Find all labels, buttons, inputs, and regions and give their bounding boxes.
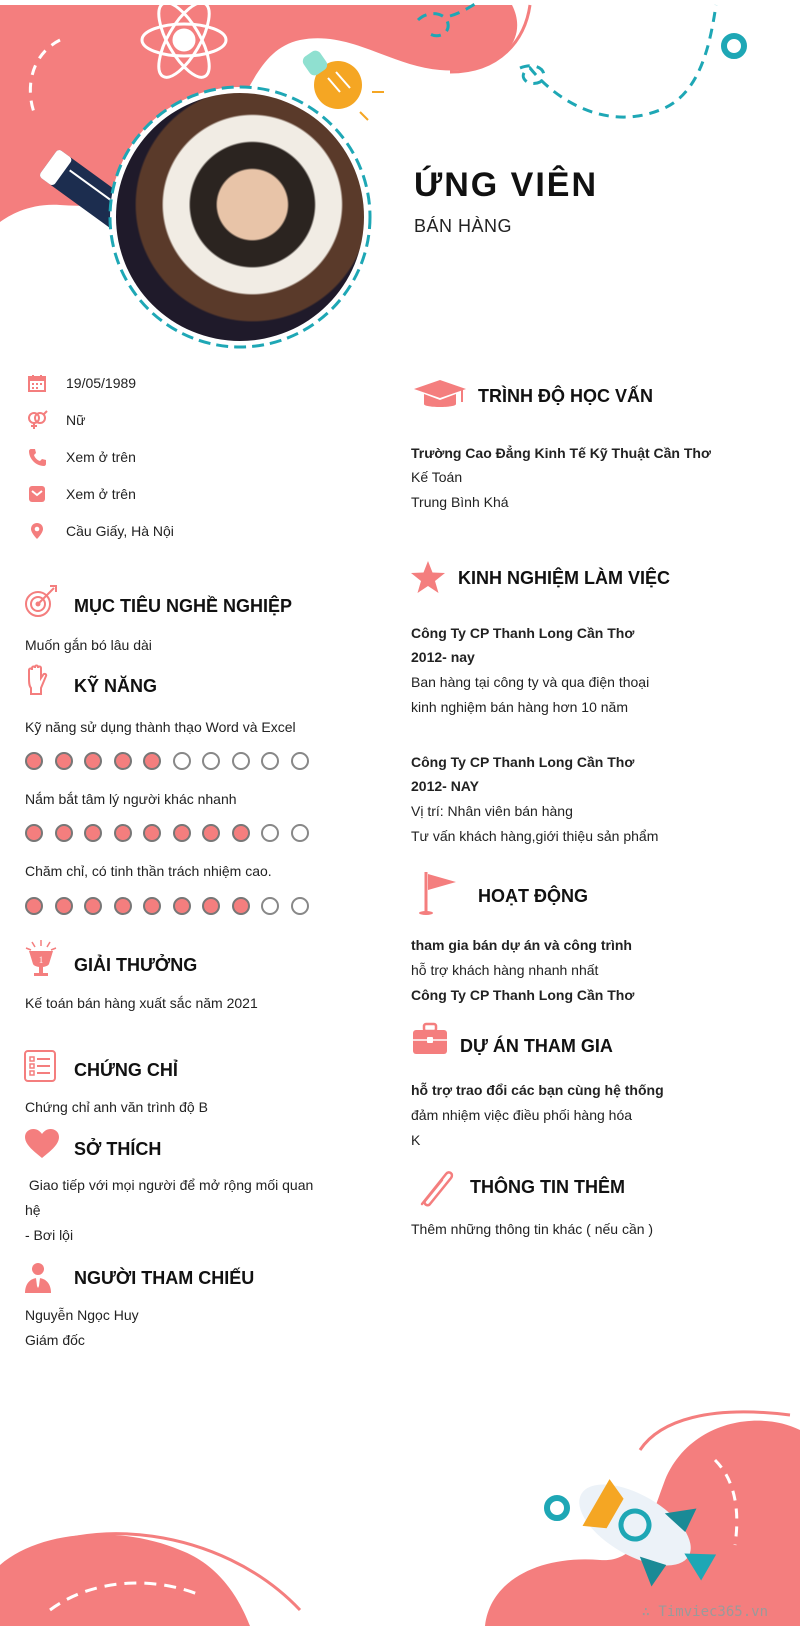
trophy-icon	[24, 938, 58, 983]
rating-dot-empty	[232, 752, 250, 770]
rating-dot-empty	[173, 752, 191, 770]
hand-icon	[24, 664, 50, 701]
contact-birthday	[26, 372, 136, 394]
profile-photo	[116, 93, 364, 341]
rating-dot-filled	[143, 824, 161, 842]
projects-line: hỗ trợ trao đổi các bạn cùng hệ thống	[411, 1082, 664, 1098]
skill-name: Chăm chỉ, có tinh thần trách nhiệm cao.	[25, 863, 272, 879]
hobbies-title: SỞ THÍCH	[74, 1139, 162, 1159]
rating-dot-filled	[84, 824, 102, 842]
education-school: Trường Cao Đẳng Kinh Tế Kỹ Thuật Cần Thơ	[411, 445, 711, 461]
star-icon	[410, 560, 446, 599]
contact-phone	[26, 446, 136, 468]
awards-title: GIẢI THƯỞNG	[74, 955, 198, 975]
rating-dot-empty	[261, 897, 279, 915]
birthday-text: 19/05/1989	[66, 375, 137, 391]
experience-period: 2012- NAY	[411, 778, 479, 794]
candidate-name: ỨNG VIÊN	[414, 166, 599, 204]
rating-dot-empty	[261, 824, 279, 842]
rating-dot-filled	[55, 752, 73, 770]
rating-dot-empty	[291, 752, 309, 770]
experience-desc: Tư vấn khách hàng,giới thiệu sản phẩm	[411, 828, 659, 844]
rating-dot-filled	[173, 824, 191, 842]
objective-text: Muốn gắn bó lâu dài	[25, 637, 152, 653]
skill-name: Nắm bắt tâm lý người khác nhanh	[25, 791, 237, 807]
watermark: ∴ Timviec365.vn	[641, 1604, 768, 1620]
rating-dot-filled	[55, 824, 73, 842]
rating-dot-empty	[291, 897, 309, 915]
skill-rating	[25, 752, 320, 770]
rating-dot-filled	[25, 824, 43, 842]
rating-dot-empty	[202, 752, 220, 770]
contact-address	[26, 520, 174, 542]
candidate-role: BÁN HÀNG	[414, 216, 513, 236]
rating-dot-empty	[291, 824, 309, 842]
rating-dot-filled	[84, 897, 102, 915]
contact-email	[26, 483, 136, 505]
rating-dot-filled	[173, 897, 191, 915]
rating-dot-filled	[25, 752, 43, 770]
phone-icon	[26, 446, 48, 468]
projects-line: đảm nhiệm việc điều phối hàng hóa	[411, 1107, 633, 1123]
flag-icon	[418, 870, 458, 921]
awards-text: Kế toán bán hàng xuất sắc năm 2021	[25, 995, 258, 1011]
experience-title: KINH NGHIỆM LÀM VIỆC	[458, 568, 671, 588]
projects-line: K	[411, 1132, 421, 1148]
experience-period: 2012- nay	[411, 649, 475, 665]
email-text: Xem ở trên	[66, 486, 136, 502]
rating-dot-filled	[232, 897, 250, 915]
gender-text: Nữ	[66, 412, 86, 428]
projects-title: DỰ ÁN THAM GIA	[460, 1036, 613, 1056]
target-icon	[24, 584, 58, 623]
heart-icon	[24, 1128, 60, 1165]
rating-dot-filled	[232, 824, 250, 842]
experience-desc: Vị trí: Nhân viên bán hàng	[411, 803, 573, 819]
experience-desc: Ban hàng tại công ty và qua điện thoại	[411, 674, 650, 690]
rating-dot-empty	[261, 752, 279, 770]
calendar-icon	[26, 372, 48, 394]
rating-dot-filled	[202, 824, 220, 842]
education-grade: Trung Bình Khá	[411, 494, 509, 510]
hobbies-line: - Bơi lội	[25, 1227, 74, 1243]
experience-desc: kinh nghiệm bán hàng hơn 10 năm	[411, 699, 628, 715]
svg-text:1: 1	[38, 955, 44, 965]
phone-text: Xem ở trên	[66, 449, 136, 465]
location-icon	[26, 520, 48, 542]
skill-rating	[25, 824, 320, 842]
skill-name: Kỹ năng sử dụng thành thạo Word và Excel	[25, 719, 296, 735]
certificates-text: Chứng chỉ anh văn trình độ B	[25, 1099, 208, 1115]
rating-dot-filled	[84, 752, 102, 770]
rating-dot-filled	[114, 824, 132, 842]
rating-dot-filled	[143, 897, 161, 915]
reference-position: Giám đốc	[25, 1332, 85, 1348]
person-icon	[24, 1262, 52, 1299]
contact-gender	[26, 409, 85, 431]
rating-dot-filled	[114, 752, 132, 770]
address-text: Cầu Giấy, Hà Nội	[66, 523, 174, 539]
checklist-icon	[24, 1050, 56, 1087]
graduation-cap-icon	[412, 378, 468, 417]
skills-title: KỸ NĂNG	[74, 676, 158, 696]
hobbies-line: Giao tiếp với mọi người để mở rộng mối quan	[25, 1177, 314, 1193]
rating-dot-filled	[143, 752, 161, 770]
activities-line: tham gia bán dự án và công trình	[411, 937, 632, 953]
objective-title: MỤC TIÊU NGHỀ NGHIỆP	[74, 596, 293, 616]
rating-dot-filled	[114, 897, 132, 915]
email-icon	[26, 483, 48, 505]
experience-company: Công Ty CP Thanh Long Cần Thơ	[411, 754, 635, 770]
extra-text: Thêm những thông tin khác ( nếu cần )	[411, 1221, 654, 1237]
certificates-title: CHỨNG CHỈ	[74, 1060, 178, 1080]
skill-rating	[25, 897, 320, 915]
experience-company: Công Ty CP Thanh Long Cần Thơ	[411, 625, 635, 641]
rating-dot-filled	[55, 897, 73, 915]
rating-dot-filled	[25, 897, 43, 915]
gender-icon	[26, 409, 48, 431]
reference-name: Nguyễn Ngọc Huy	[25, 1307, 139, 1323]
activities-line: hỗ trợ khách hàng nhanh nhất	[411, 962, 599, 978]
references-title: NGƯỜI THAM CHIẾU	[74, 1268, 255, 1288]
activities-line: Công Ty CP Thanh Long Cần Thơ	[411, 987, 635, 1003]
briefcase-icon	[412, 1022, 448, 1061]
hobbies-line: hệ	[25, 1202, 41, 1218]
activities-title: HOẠT ĐỘNG	[478, 886, 588, 906]
paperclip-icon	[412, 1166, 456, 1215]
extra-title: THÔNG TIN THÊM	[470, 1177, 625, 1197]
rating-dot-filled	[202, 897, 220, 915]
education-title: TRÌNH ĐỘ HỌC VẤN	[478, 386, 653, 406]
education-major: Kế Toán	[411, 469, 463, 485]
